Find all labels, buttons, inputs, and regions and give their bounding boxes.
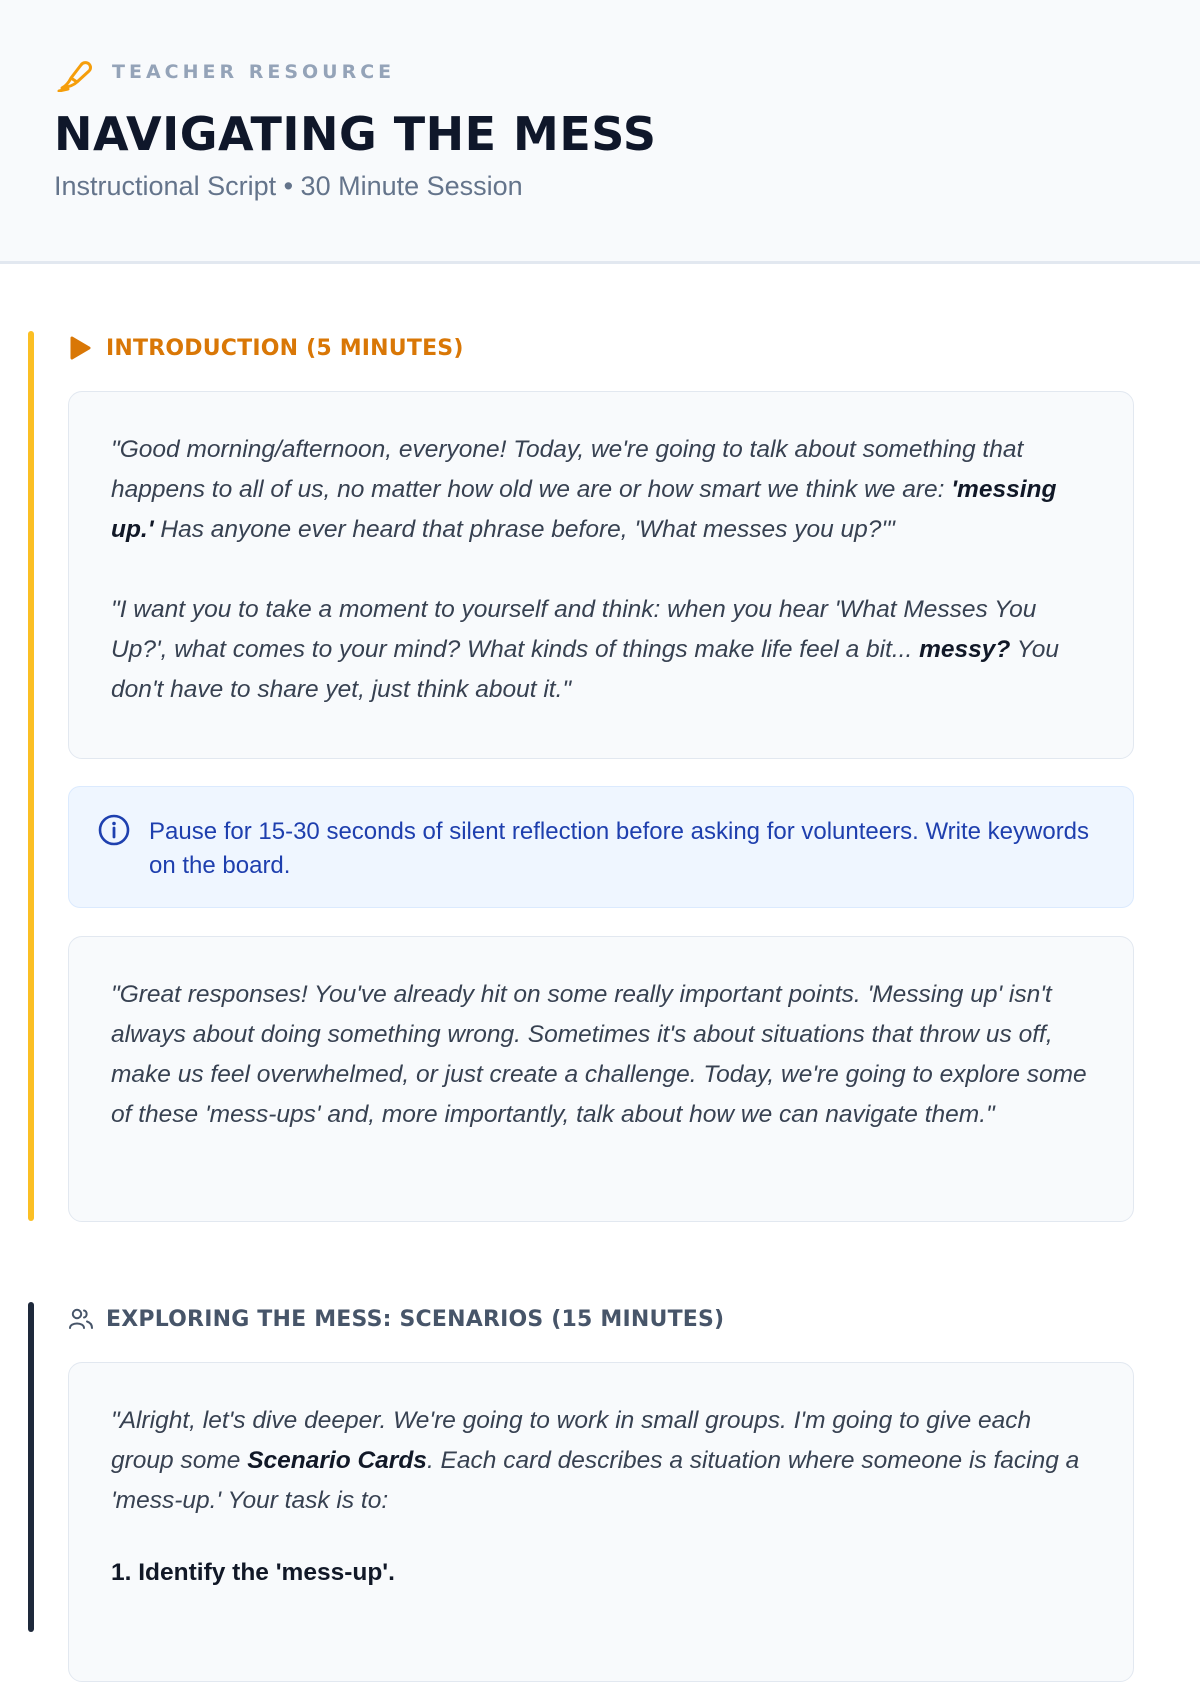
script-paragraph	[111, 1401, 1093, 1521]
section-accent-bar	[28, 1302, 34, 1632]
section-scenarios	[28, 1302, 1128, 1632]
script-card	[68, 936, 1134, 1222]
script-text: "I want you to take a moment to yourself and think: when you hear 'What Messes You Up?', what comes to your mind? What kinds of things make life feel a bit...	[111, 596, 1037, 663]
script-text: You don't have to share yet, just think about it."	[111, 636, 1059, 703]
eyebrow-label: TEACHER RESOURCE	[112, 61, 396, 83]
page-title: NAVIGATING THE MESS	[54, 107, 657, 161]
script-card	[68, 391, 1134, 759]
script-paragraph: "Great responses! You've already hit on some really important points. 'Messing up' isn't always about doing something wrong. Sometimes it's about situations that throw us off, make us feel overwhelmed, or just create a challenge. Today, we're going to explore some of these 'mess-ups' and, more importantly, talk about how we can navigate them."	[111, 981, 1087, 1128]
script-paragraph	[111, 590, 1093, 710]
script-text: "Alright, let's dive deeper. We're going to work in small groups. I'm going to give each group some	[111, 1407, 1032, 1474]
teacher-note-text: Pause for 15-30 seconds of silent reflection before asking for volunteers. Write keywords on the board.	[149, 818, 1090, 879]
section-introduction	[28, 331, 1128, 1221]
page-subtitle: Instructional Script • 30 Minute Session	[54, 171, 523, 201]
play-icon	[68, 335, 94, 361]
section-header	[68, 1302, 724, 1336]
section-title: INTRODUCTION (5 MINUTES)	[106, 335, 464, 361]
script-emphasis: messy?	[919, 636, 1011, 663]
script-card	[68, 1362, 1134, 1682]
teacher-note	[68, 786, 1134, 908]
section-title: EXPLORING THE MESS: SCENARIOS (15 MINUTES)	[106, 1306, 725, 1332]
eyebrow	[56, 52, 395, 92]
script-paragraph	[111, 430, 1093, 550]
script-text: "Good morning/afternoon, everyone! Today, we're going to talk about something that happens to all of us, no matter how old we are or how smart we think we are:	[111, 436, 1024, 503]
script-emphasis: 'messing up.'	[111, 476, 1057, 543]
list-item: 1. Identify the 'mess-up'.	[111, 1559, 395, 1586]
script-emphasis: Scenario Cards	[247, 1447, 427, 1474]
section-accent-bar	[28, 331, 34, 1221]
task-list	[111, 1553, 1093, 1593]
users-icon	[68, 1306, 94, 1332]
script-text: . Each card describes a situation where someone is facing a 'mess-up.' Your task is to:	[111, 1447, 1080, 1514]
page-header	[0, 0, 1200, 264]
section-header	[68, 331, 464, 365]
script-text: Has anyone ever heard that phrase before, 'What messes you up?'"	[153, 516, 895, 543]
marker-icon	[56, 52, 94, 92]
info-icon	[97, 813, 131, 847]
